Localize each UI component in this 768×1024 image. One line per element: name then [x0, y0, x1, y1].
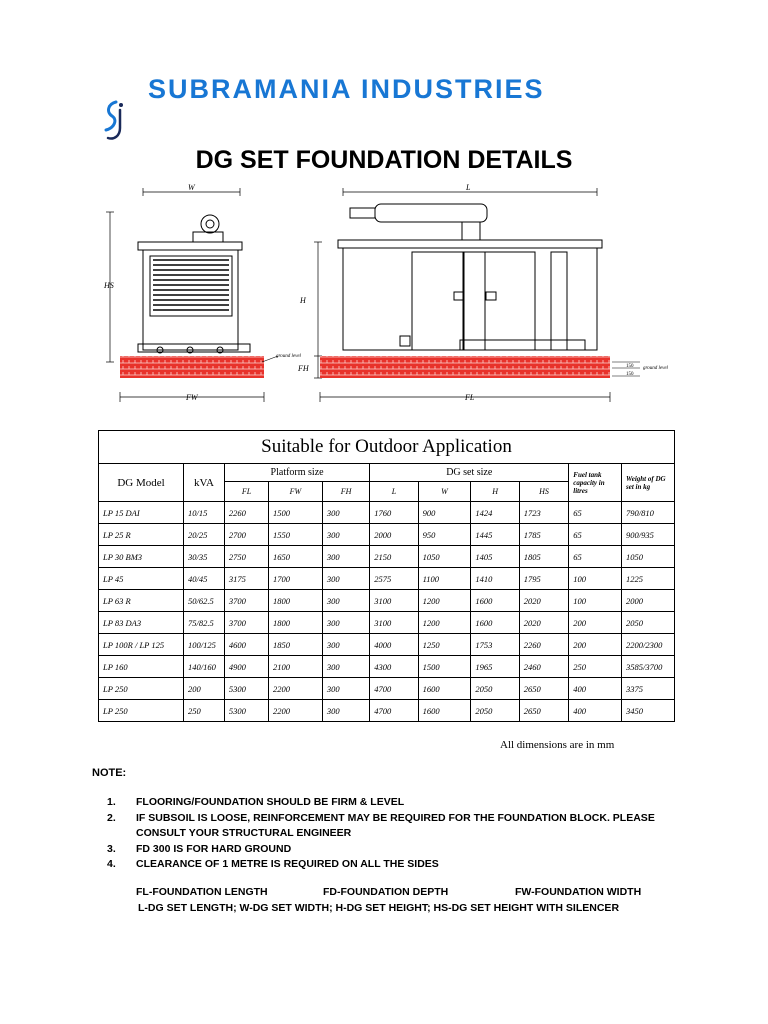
cell-w: 1500 [418, 656, 471, 678]
front-view-generator [338, 204, 602, 350]
table-caption: Suitable for Outdoor Application [99, 431, 675, 464]
cell-weight: 3585/3700 [622, 656, 675, 678]
cell-model: LP 63 R [99, 590, 184, 612]
note-text: CLEARANCE OF 1 METRE IS REQUIRED ON ALL THE SIDES [136, 858, 439, 870]
notes-heading: NOTE: [92, 767, 127, 779]
cell-fl: 4600 [224, 634, 268, 656]
cell-w: 950 [418, 524, 471, 546]
cell-fuel: 65 [569, 546, 622, 568]
cell-hs: 1723 [519, 502, 569, 524]
cell-fh: 300 [322, 612, 369, 634]
table-row [99, 502, 675, 524]
cell-h: 2050 [471, 700, 519, 722]
cell-kva: 30/35 [184, 546, 225, 568]
cell-l: 2000 [370, 524, 418, 546]
cell-fw: 2200 [269, 678, 323, 700]
cell-kva: 100/125 [184, 634, 225, 656]
cell-weight: 2200/2300 [622, 634, 675, 656]
header-l: L [370, 482, 418, 502]
cell-model: LP 160 [99, 656, 184, 678]
cell-l: 3100 [370, 612, 418, 634]
cell-model: LP 100R / LP 125 [99, 634, 184, 656]
table-row [99, 546, 675, 568]
cell-fw: 2200 [269, 700, 323, 722]
front-ground-level: ground level [643, 366, 668, 371]
specification-table [98, 430, 675, 722]
cell-h: 1410 [471, 568, 519, 590]
note-item [107, 842, 667, 858]
cell-h: 1445 [471, 524, 519, 546]
cell-fuel: 65 [569, 524, 622, 546]
cell-w: 900 [418, 502, 471, 524]
cell-fl: 2700 [224, 524, 268, 546]
note-text: FD 300 IS FOR HARD GROUND [136, 842, 292, 855]
cell-kva: 75/82.5 [184, 612, 225, 634]
cell-model: LP 250 [99, 700, 184, 722]
header-weight: Weight of DG set in kg [622, 464, 675, 502]
cell-kva: 200 [184, 678, 225, 700]
cell-hs: 1795 [519, 568, 569, 590]
cell-h: 1424 [471, 502, 519, 524]
side-view-generator [138, 215, 250, 353]
page-title: DG SET FOUNDATION DETAILS [195, 146, 573, 174]
table-row [99, 568, 675, 590]
cell-fh: 300 [322, 546, 369, 568]
dim-a-label: 150 [626, 364, 634, 369]
cell-fl: 5300 [224, 678, 268, 700]
cell-fw: 1800 [269, 590, 323, 612]
cell-w: 1250 [418, 634, 471, 656]
legend-fd: FD-FOUNDATION DEPTH [323, 886, 449, 898]
header-fh: FH [322, 482, 369, 502]
header-platform-size: Platform size [224, 464, 369, 482]
cell-fl: 3700 [224, 590, 268, 612]
cell-w: 1600 [418, 700, 471, 722]
header-kva: kVA [184, 464, 225, 502]
table-row [99, 678, 675, 700]
header-dg-set-size: DG set size [370, 464, 569, 482]
table-row [99, 612, 675, 634]
cell-fuel: 400 [569, 678, 622, 700]
header-hs: HS [519, 482, 569, 502]
cell-model: LP 15 DAI [99, 502, 184, 524]
cell-l: 1760 [370, 502, 418, 524]
label-hs: HS [104, 281, 114, 290]
header-fw: FW [269, 482, 323, 502]
cell-l: 4000 [370, 634, 418, 656]
cell-fl: 2750 [224, 546, 268, 568]
legend-fl: FL-FOUNDATION LENGTH [136, 886, 268, 898]
cell-h: 1753 [471, 634, 519, 656]
dim-b-label: 150 [626, 372, 634, 377]
cell-fw: 1700 [269, 568, 323, 590]
company-name: SUBRAMANIA INDUSTRIES [148, 74, 545, 104]
cell-model: LP 83 DA3 [99, 612, 184, 634]
label-h: H [300, 296, 306, 305]
cell-kva: 50/62.5 [184, 590, 225, 612]
cell-w: 1050 [418, 546, 471, 568]
cell-kva: 10/15 [184, 502, 225, 524]
cell-l: 3100 [370, 590, 418, 612]
legend-fw: FW-FOUNDATION WIDTH [515, 886, 642, 898]
legend-line2: L-DG SET LENGTH; W-DG SET WIDTH; H-DG SET HEIGHT; HS-DG SET HEIGHT WITH SILENCER [138, 902, 620, 914]
cell-fh: 300 [322, 568, 369, 590]
cell-kva: 40/45 [184, 568, 225, 590]
cell-fh: 300 [322, 700, 369, 722]
note-number: 1. [107, 796, 116, 808]
cell-model: LP 25 R [99, 524, 184, 546]
cell-fuel: 100 [569, 568, 622, 590]
cell-hs: 1805 [519, 546, 569, 568]
label-fw: FW [186, 393, 198, 402]
cell-w: 1200 [418, 590, 471, 612]
cell-fh: 300 [322, 502, 369, 524]
header-fl: FL [224, 482, 268, 502]
cell-hs: 2650 [519, 678, 569, 700]
cell-l: 4700 [370, 700, 418, 722]
cell-w: 1100 [418, 568, 471, 590]
cell-w: 1200 [418, 612, 471, 634]
table-body [99, 502, 675, 722]
note-item [107, 795, 667, 811]
label-fh: FH [298, 364, 309, 373]
cell-h: 1600 [471, 590, 519, 612]
label-l: L [466, 183, 471, 192]
cell-fuel: 100 [569, 590, 622, 612]
table-row [99, 590, 675, 612]
side-foundation-block [120, 356, 264, 378]
cell-model: LP 30 BM3 [99, 546, 184, 568]
cell-weight: 900/935 [622, 524, 675, 546]
cell-fh: 300 [322, 634, 369, 656]
cell-hs: 2020 [519, 612, 569, 634]
cell-h: 2050 [471, 678, 519, 700]
cell-l: 2575 [370, 568, 418, 590]
cell-fw: 1650 [269, 546, 323, 568]
cell-hs: 1785 [519, 524, 569, 546]
cell-fuel: 200 [569, 612, 622, 634]
note-item [107, 857, 667, 873]
table-row [99, 700, 675, 722]
note-text: FLOORING/FOUNDATION SHOULD BE FIRM & LEVEL [136, 796, 405, 808]
cell-fl: 4900 [224, 656, 268, 678]
note-number: 3. [107, 842, 116, 855]
cell-hs: 2260 [519, 634, 569, 656]
cell-kva: 250 [184, 700, 225, 722]
cell-fw: 1850 [269, 634, 323, 656]
label-fl: FL [465, 393, 475, 402]
cell-fl: 3175 [224, 568, 268, 590]
cell-fuel: 65 [569, 502, 622, 524]
header-fuel-tank: Fuel tank capacity in litres [569, 464, 622, 502]
cell-l: 2150 [370, 546, 418, 568]
cell-weight: 2000 [622, 590, 675, 612]
cell-weight: 2050 [622, 612, 675, 634]
note-number: 2. [107, 811, 116, 824]
sj-monogram-logo-icon [100, 98, 126, 142]
cell-fh: 300 [322, 524, 369, 546]
cell-fh: 300 [322, 678, 369, 700]
cell-fw: 1550 [269, 524, 323, 546]
cell-model: LP 45 [99, 568, 184, 590]
header-h: H [471, 482, 519, 502]
cell-l: 4700 [370, 678, 418, 700]
dg-set-drawing [0, 180, 768, 410]
note-text: IF SUBSOIL IS LOOSE, REINFORCEMENT MAY BE REQUIRED FOR THE FOUNDATION BLOCK. PLEASE CONSULT YOUR STRUCTURAL ENGINEER [136, 811, 655, 839]
cell-l: 4300 [370, 656, 418, 678]
cell-fuel: 400 [569, 700, 622, 722]
cell-kva: 140/160 [184, 656, 225, 678]
cell-weight: 1050 [622, 546, 675, 568]
header-w: W [418, 482, 471, 502]
cell-hs: 2020 [519, 590, 569, 612]
note-number: 4. [107, 858, 116, 870]
cell-kva: 20/25 [184, 524, 225, 546]
cell-fuel: 200 [569, 634, 622, 656]
cell-weight: 1225 [622, 568, 675, 590]
cell-hs: 2650 [519, 700, 569, 722]
cell-fw: 2100 [269, 656, 323, 678]
notes-list [107, 795, 667, 873]
front-foundation-block [320, 356, 610, 378]
label-w: W [188, 183, 195, 192]
table-row [99, 524, 675, 546]
cell-h: 1965 [471, 656, 519, 678]
side-ground-level: ground level [276, 354, 301, 359]
cell-weight: 790/810 [622, 502, 675, 524]
cell-fl: 5300 [224, 700, 268, 722]
header-dg-model: DG Model [99, 464, 184, 502]
cell-fl: 3700 [224, 612, 268, 634]
cell-model: LP 250 [99, 678, 184, 700]
dimensions-note: All dimensions are in mm [500, 739, 615, 751]
table-row [99, 634, 675, 656]
cell-hs: 2460 [519, 656, 569, 678]
note-item [107, 811, 667, 842]
cell-weight: 3450 [622, 700, 675, 722]
cell-h: 1600 [471, 612, 519, 634]
cell-fh: 300 [322, 656, 369, 678]
cell-fuel: 250 [569, 656, 622, 678]
cell-fl: 2260 [224, 502, 268, 524]
cell-fw: 1500 [269, 502, 323, 524]
cell-w: 1600 [418, 678, 471, 700]
cell-h: 1405 [471, 546, 519, 568]
cell-fh: 300 [322, 590, 369, 612]
cell-weight: 3375 [622, 678, 675, 700]
table-row [99, 656, 675, 678]
cell-fw: 1800 [269, 612, 323, 634]
